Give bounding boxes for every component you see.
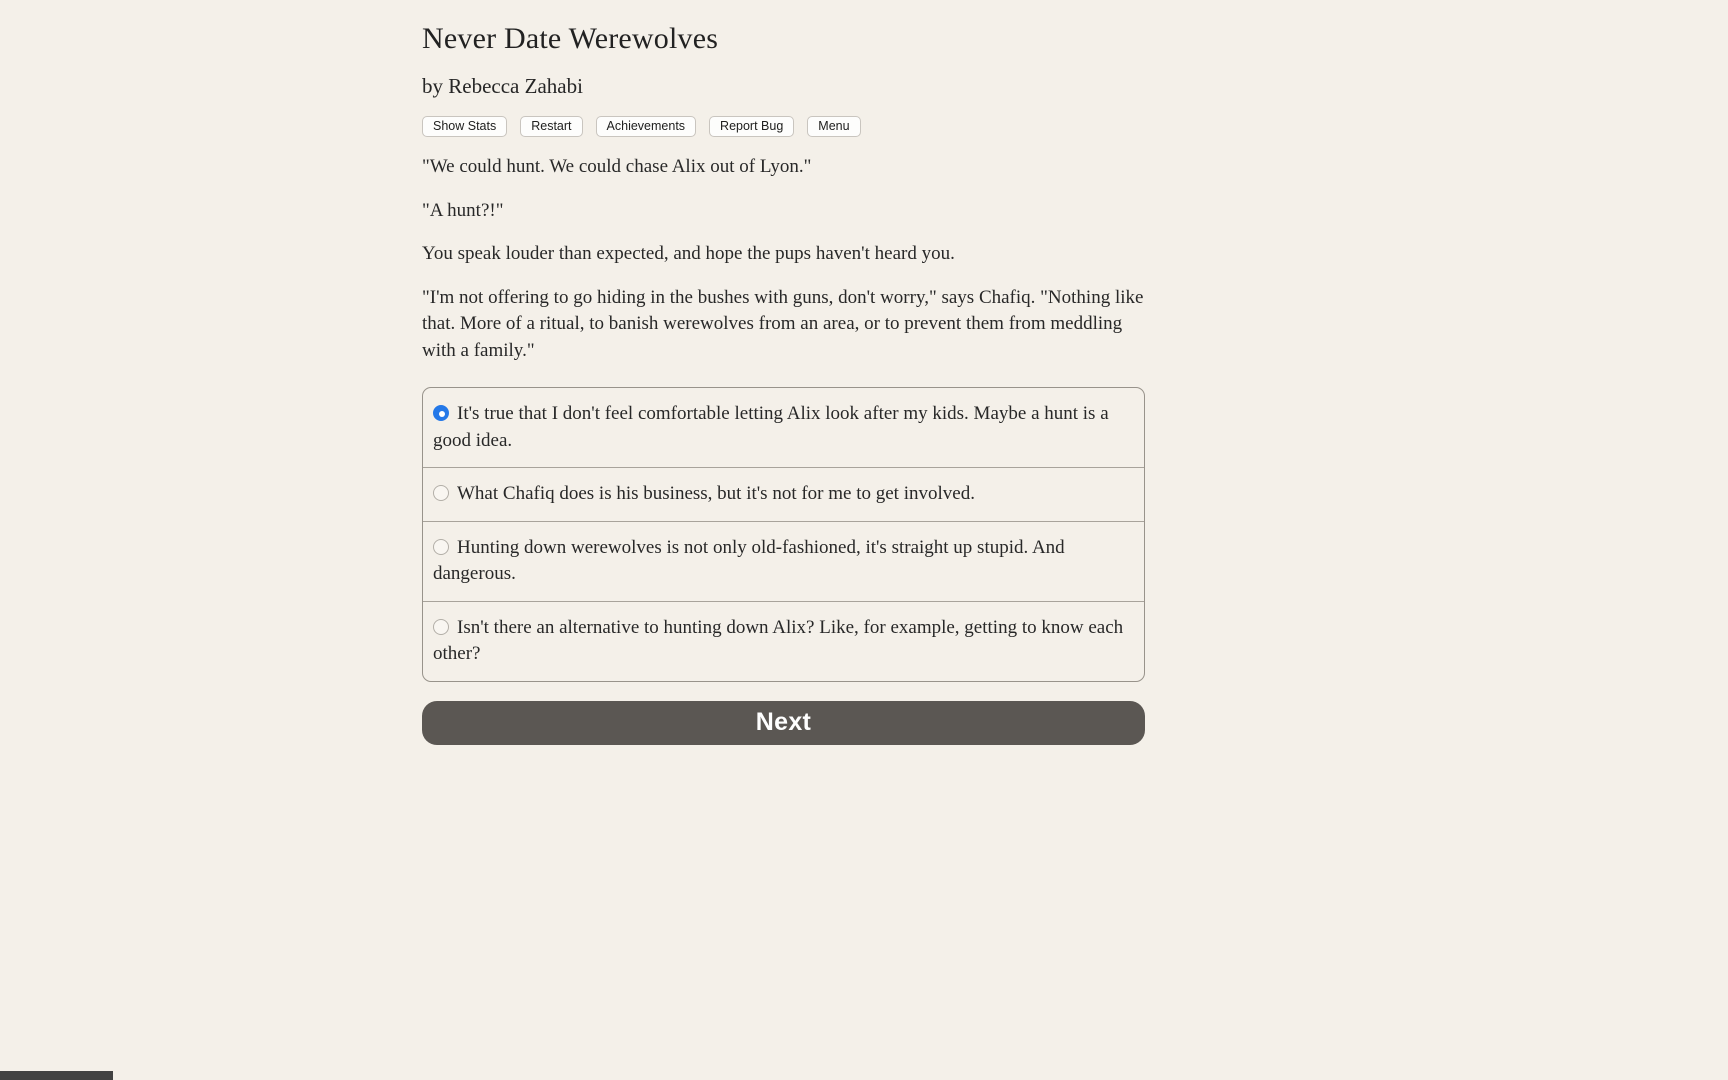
story-paragraph: You speak louder than expected, and hope the pups haven't heard you. (422, 243, 955, 264)
choice-option-label: Isn't there an alternative to hunting down Alix? Like, for example, getting to know each other? (433, 616, 1124, 664)
next-button[interactable]: Next (422, 701, 1145, 745)
page-title: Never Date Werewolves (422, 22, 719, 55)
menu-button[interactable]: Menu (807, 116, 860, 137)
choice-option[interactable] (423, 601, 1144, 681)
toolbar (422, 116, 1145, 137)
radio-button-icon[interactable] (433, 539, 449, 555)
show-stats-button[interactable]: Show Stats (422, 116, 507, 137)
choice-option[interactable] (423, 521, 1144, 601)
achievements-button[interactable]: Achievements (596, 116, 697, 137)
radio-button-icon[interactable] (433, 619, 449, 635)
bottom-left-dark-bar (0, 1071, 113, 1080)
author-byline: by Rebecca Zahabi (422, 74, 583, 98)
story-paragraph: "A hunt?!" (422, 199, 504, 221)
content-column (422, 0, 1145, 745)
radio-button-selected-icon[interactable] (433, 405, 449, 421)
story-text (422, 154, 1145, 364)
story-paragraph: "We could hunt. We could chase Alix out of Lyon." (422, 156, 812, 177)
report-bug-button[interactable]: Report Bug (709, 116, 794, 137)
choice-list (422, 387, 1145, 682)
choice-option[interactable] (423, 467, 1144, 521)
radio-button-icon[interactable] (433, 485, 449, 501)
choice-option-label: Hunting down werewolves is not only old-fashioned, it's straight up stupid. And dangerous. (433, 536, 1065, 584)
restart-button[interactable]: Restart (520, 116, 582, 137)
story-paragraph: "I'm not offering to go hiding in the bushes with guns, don't worry," says Chafiq. "Nothing like that. More of a ritual, to banish werewolves from an area, or to prevent them from meddling with a family." (422, 286, 1144, 361)
choice-option-label: It's true that I don't feel comfortable letting Alix look after my kids. Maybe a hunt is a good idea. (433, 403, 1109, 451)
choice-option[interactable] (423, 388, 1144, 467)
choice-option-label: What Chafiq does is his business, but it's not for me to get involved. (457, 483, 975, 504)
